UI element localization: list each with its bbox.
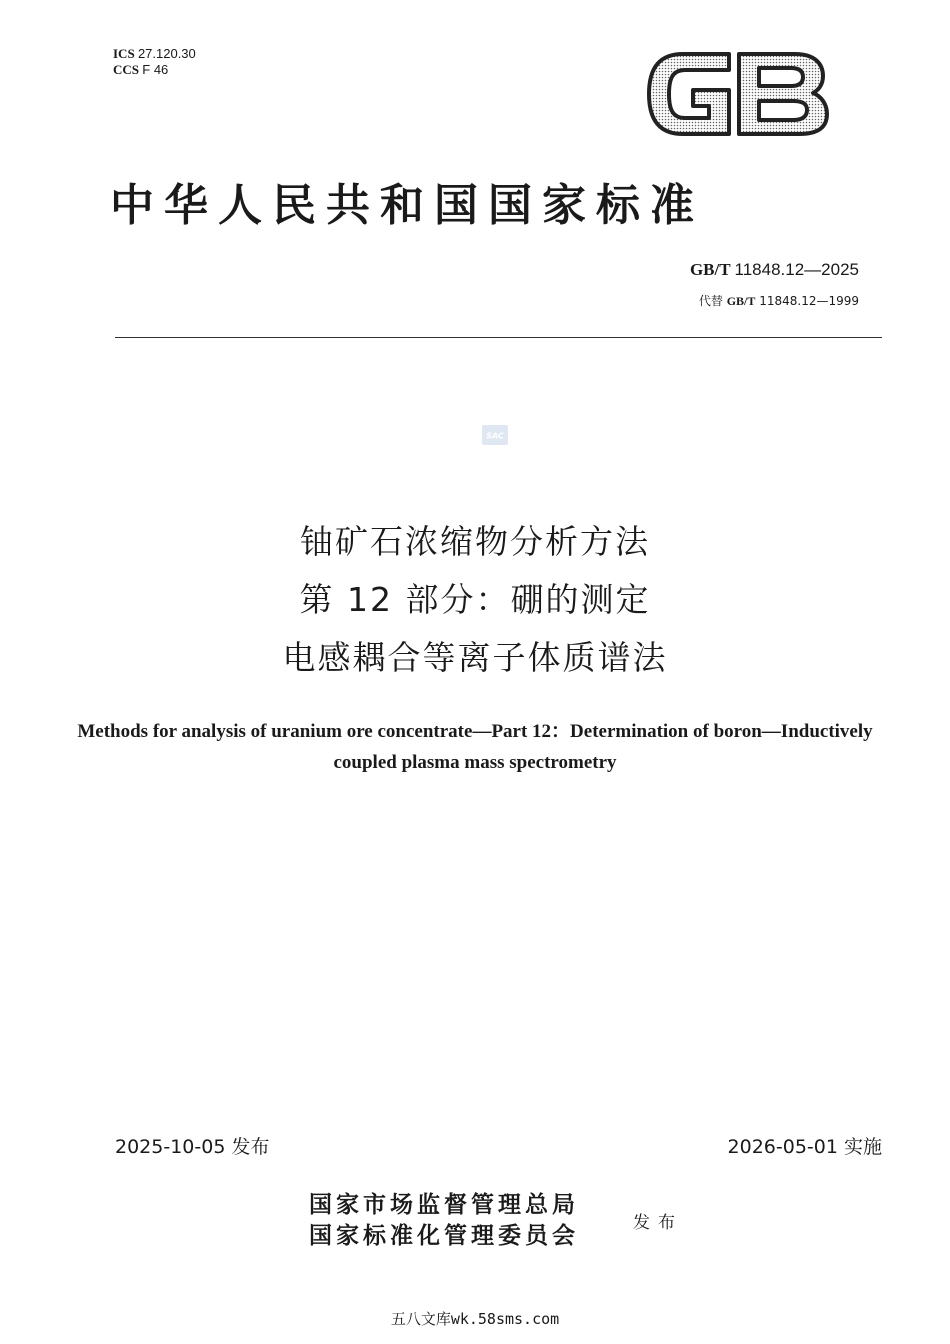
standard-number: GB/T 11848.12—2025: [689, 260, 859, 279]
footer-watermark: 五八文库wk.58sms.com: [390, 1310, 560, 1328]
ccs-code: CCS F 46: [113, 62, 169, 77]
classification-codes: [113, 46, 196, 78]
implement-date: 2026-05-01 实施: [727, 1136, 882, 1158]
gb-logo-icon: [643, 46, 831, 142]
title-cn-line1: 铀矿石浓缩物分析方法: [300, 522, 650, 561]
title-cn-line3: 电感耦合等离子体质谱法: [282, 638, 668, 677]
national-standard-title: 中华人民共和国国家标准: [110, 180, 704, 231]
title-cn-line2: 第 12 部分：硼的测定: [299, 580, 651, 619]
issue-label: 发布: [633, 1213, 683, 1233]
replaced-standard: 代替 GB/T 11848.12—1999: [698, 294, 859, 308]
sac-watermark-icon: [481, 424, 509, 446]
issuer-samr: 国家市场监督管理总局: [309, 1191, 579, 1218]
issuer-sac: 国家标准化管理委员会: [309, 1222, 579, 1249]
header-divider: [115, 337, 882, 338]
publish-date: 2025-10-05 发布: [115, 1136, 270, 1158]
ics-code: ICS 27.120.30: [113, 46, 196, 61]
svg-text:SAC: SAC: [486, 431, 504, 441]
title-en: Methods for analysis of uranium ore concentrate—Part 12：Determination of boron—Inductively coupled plasma mass spectrometry: [77, 721, 873, 773]
